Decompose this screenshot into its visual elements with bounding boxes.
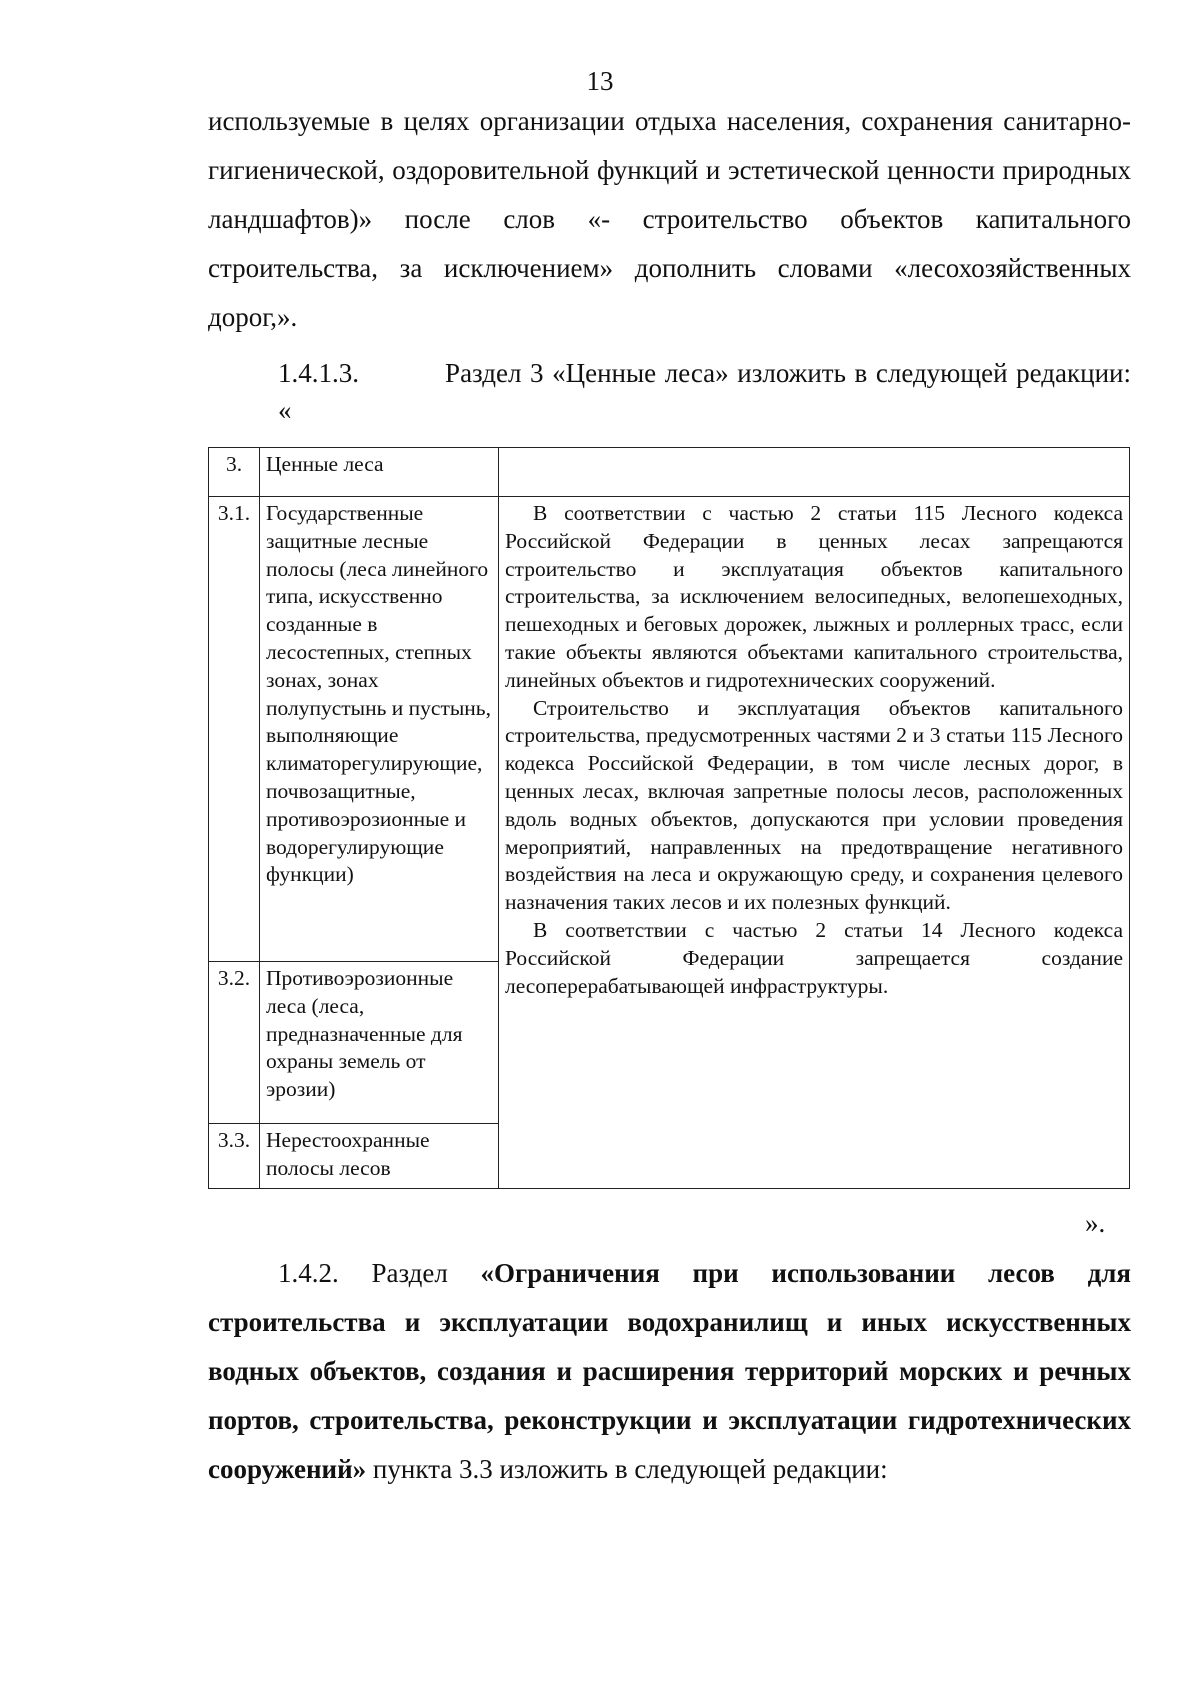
description-paragraph: В соответствии с частью 2 статьи 115 Лесного кодекса Российской Федерации в ценных лесах запрещаются строительство и эксплуатация объектов капитального строительства, за исключением велосипедных, велопешеходных, пешеходных и беговых дорожек, лыжных и роллерных трасс, если такие объекты являются объектами капитального строительства, линейных объектов и гидротехнических сооружений. bbox=[505, 501, 1123, 692]
paragraph-1-4-1-3 bbox=[278, 349, 1131, 398]
description-paragraph: Строительство и эксплуатация объектов капитального строительства, предусмотренных частями 2 и 3 статьи 115 Лесного кодекса Российской Федерации, в том числе лесных дорог, в ценных лесах, включая запретные полосы лесов, расположенных вдоль водных объектов, допускаются при условии проведения мероприятий, направленных на предотвращение негативного воздействия на леса и окружающую среду, и сохранения целевого назначения таких лесов и их полезных функций. bbox=[505, 695, 1123, 915]
restrictions-table bbox=[208, 447, 1130, 1189]
paragraph-intro: используемые в целях организации отдыха населения, сохранения санитарно-гигиенической, оздоровительной функций и эстетической ценности природных ландшафтов)» после слов «- строительство объектов капитального строительства, за исключением» дополнить словами «лесохозяйственных дорог,». bbox=[208, 106, 1131, 332]
row-category: Нерестоохранные полосы лесов bbox=[260, 1124, 499, 1189]
page-number: 13 bbox=[586, 66, 614, 96]
clause-intro: Раздел bbox=[371, 1258, 448, 1288]
row-category: Государственные защитные лесные полосы (леса линейного типа, искусственно созданные в лесостепных, степных зонах, зонах полупустынь и пустынь, выполняющие климаторегулирующие, почвозащитные, противоэрозионные и водорегулирующие функции) bbox=[260, 497, 499, 962]
restrictions-description bbox=[499, 497, 1130, 1189]
section-title: Ценные леса bbox=[260, 448, 499, 497]
clause-text: Раздел 3 «Ценные леса» изложить в следующей редакции: bbox=[445, 358, 1131, 388]
header-empty-cell bbox=[499, 448, 1130, 497]
row-number: 3.1. bbox=[209, 497, 260, 962]
clause-number: 1.4.1.3. bbox=[278, 358, 359, 388]
table-row bbox=[209, 497, 1130, 962]
description-paragraph: В соответствии с частью 2 статьи 14 Лесного кодекса Российской Федерации запрещается создание лесоперерабатывающей инфраструктуры. bbox=[505, 917, 1123, 998]
clause-tail: пункта 3.3 изложить в следующей редакции: bbox=[372, 1454, 888, 1484]
table-header-row bbox=[209, 448, 1130, 497]
row-category: Противоэрозионные леса (леса, предназначенные для охраны земель от эрозии) bbox=[260, 962, 499, 1124]
open-quote: « bbox=[278, 395, 292, 425]
section-number: 3. bbox=[209, 448, 260, 497]
row-number: 3.3. bbox=[209, 1124, 260, 1189]
clause-number: 1.4.2. bbox=[278, 1258, 339, 1288]
row-number: 3.2. bbox=[209, 962, 260, 1124]
section-name-bold: «Ограничения при использовании лесов для строительства и эксплуатации водохранилищ и иных искусственных водных объектов, создания и расширения территорий морских и речных портов, строительства, реконструкции и эксплуатации гидротехнических сооружений» bbox=[208, 1258, 1131, 1484]
close-quote: ». bbox=[1085, 1208, 1106, 1238]
paragraph-1-4-2 bbox=[208, 1249, 1131, 1494]
